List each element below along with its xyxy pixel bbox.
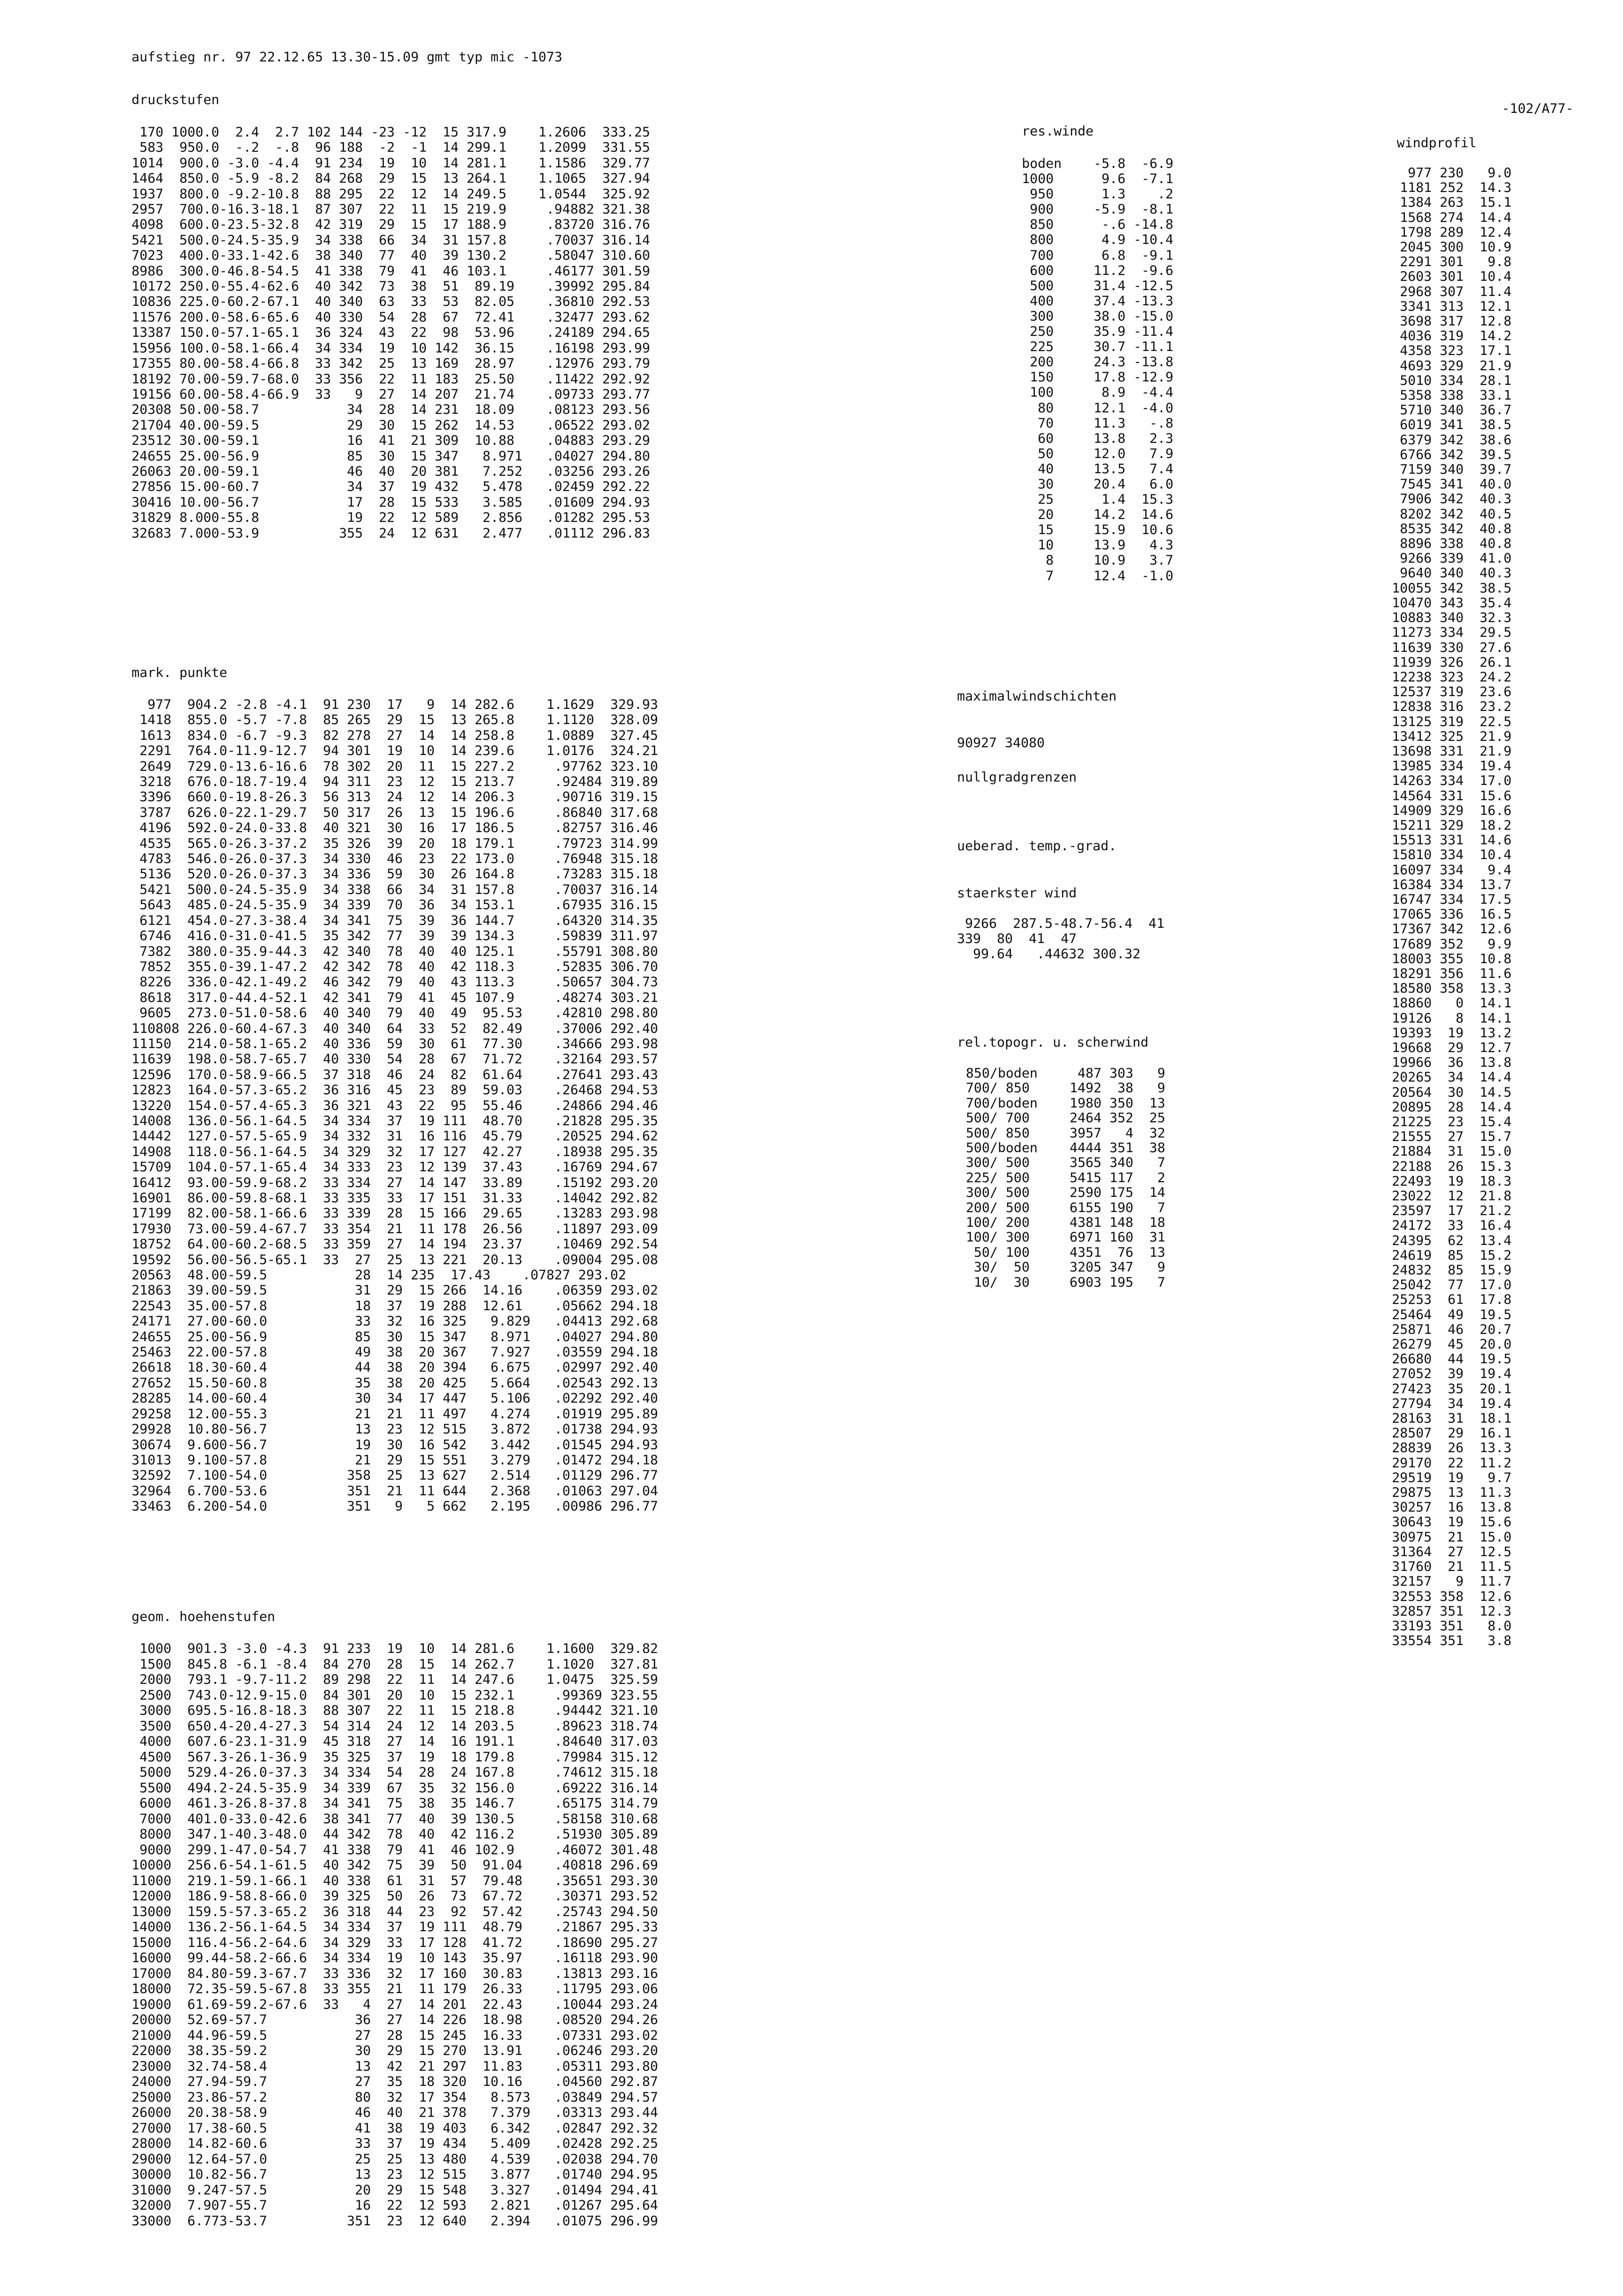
table-row: 200 24.3 -13.8 [1022,354,1173,370]
table-row: 31000 9.247-57.5 20 29 15 548 3.327 .01494 294.41 [132,2182,658,2198]
windprofil-table [1392,166,1512,1648]
table-row: 3000 695.5-16.8-18.3 88 307 22 11 15 218.8 .94442 321.10 [132,1703,658,1718]
table-row: 30000 10.82-56.7 13 23 12 515 3.877 .01740 294.95 [132,2167,658,2182]
table-row: 19393 19 13.2 [1392,1025,1512,1041]
table-row: 6000 461.3-26.8-37.8 34 341 75 38 35 146.7 .65175 314.79 [132,1796,658,1811]
table-row: 33000 6.773-53.7 351 23 12 640 2.394 .01075 296.99 [132,2213,658,2229]
table-row: 11639 198.0-58.7-65.7 40 330 54 28 67 71.72 .32164 293.57 [132,1052,658,1067]
table-row: 3698 317 12.8 [1392,314,1512,329]
table-row: 1384 263 15.1 [1392,195,1512,211]
table-row: 27052 39 19.4 [1392,1366,1512,1382]
table-row: 99.64 .44632 300.32 [957,946,1141,962]
table-row: 12537 319 23.6 [1392,684,1512,700]
table-row: 7 12.4 -1.0 [1022,568,1173,584]
table-row: 31364 27 12.5 [1392,1544,1512,1560]
table-row: 21225 23 15.4 [1392,1114,1512,1130]
table-row: 20895 28 14.4 [1392,1099,1512,1115]
table-row: 400 37.4 -13.3 [1022,293,1173,309]
table-row: 16000 99.44-58.2-66.6 34 334 19 10 143 35.97 .16118 293.90 [132,1950,658,1966]
table-row: 25464 49 19.5 [1392,1307,1512,1323]
table-row: 26618 18.30-60.4 44 38 20 394 6.675 .02997 292.40 [132,1360,658,1376]
table-row: 1000 901.3 -3.0 -4.3 91 233 19 10 14 281.6 1.1600 329.82 [132,1641,658,1656]
table-row: 12596 170.0-58.9-66.5 37 318 46 24 82 61.64 .27641 293.43 [132,1067,658,1082]
table-row: 850 -.6 -14.8 [1022,217,1173,233]
table-row: 5010 334 28.1 [1392,373,1512,388]
table-row: 25463 22.00-57.8 49 38 20 367 7.927 .03559 294.18 [132,1345,658,1360]
res-winde-title: res.winde [1022,124,1094,139]
table-row: 25 1.4 15.3 [1022,492,1173,508]
geom-hoehenstufen-title: geom. hoehenstufen [132,1609,275,1624]
table-row: 4098 600.0-23.5-32.8 42 319 29 15 17 188.9 .83720 316.76 [132,217,650,233]
table-row: 27652 15.50-60.8 35 38 20 425 5.664 .02543 292.13 [132,1375,658,1391]
table-row: 26000 20.38-58.9 46 40 21 378 7.379 .03313 293.44 [132,2105,658,2120]
table-row: 1014 900.0 -3.0 -4.4 91 234 19 10 14 281.1 1.1586 329.77 [132,155,650,171]
table-row: 25042 77 17.0 [1392,1277,1512,1293]
table-row: 10 13.9 4.3 [1022,538,1173,553]
table-row: 500/ 700 2464 352 25 [966,1110,1166,1126]
table-row: 13698 331 21.9 [1392,743,1512,759]
table-row: 29170 22 11.2 [1392,1455,1512,1471]
table-row: 27794 34 19.4 [1392,1396,1512,1411]
table-row: 12838 316 23.2 [1392,699,1512,715]
table-row: 3787 626.0-22.1-29.7 50 317 26 13 15 196.6 .86840 317.68 [132,805,658,820]
table-row: 30 20.4 6.0 [1022,476,1173,492]
table-row: 29258 12.00-55.3 21 21 11 497 4.274 .01919 295.89 [132,1406,658,1422]
table-row: 13412 325 21.9 [1392,729,1512,744]
table-row: 300 38.0 -15.0 [1022,308,1173,324]
table-row: 11000 219.1-59.1-66.1 40 338 61 31 57 79.48 .35651 293.30 [132,1873,658,1889]
table-row: 32592 7.100-54.0 358 25 13 627 2.514 .01129 296.77 [132,1468,658,1484]
table-row: 28507 29 16.1 [1392,1426,1512,1441]
table-row: 28839 26 13.3 [1392,1440,1512,1456]
table-row: 4000 607.6-23.1-31.9 45 318 27 14 16 191.1 .84640 317.03 [132,1734,658,1749]
table-row: 11273 334 29.5 [1392,625,1512,641]
table-row: 3341 313 12.1 [1392,298,1512,314]
table-row: 29875 13 11.3 [1392,1485,1512,1501]
table-row: 2500 743.0-12.9-15.0 84 301 20 10 15 232.1 .99369 323.55 [132,1687,658,1703]
table-row: 17930 73.00-59.4-67.7 33 354 21 11 178 26.56 .11897 293.09 [132,1221,658,1237]
table-row: 20000 52.69-57.7 36 27 14 226 18.98 .08520 294.26 [132,2012,658,2027]
table-row: 32683 7.000-53.9 355 24 12 631 2.477 .01112 296.83 [132,525,650,541]
table-row: 26279 45 20.0 [1392,1337,1512,1352]
windprofil-title: windprofil [1397,135,1477,151]
table-row: 14000 136.2-56.1-64.5 34 334 37 19 111 48.79 .21867 295.33 [132,1919,658,1935]
table-row: 12823 164.0-57.3-65.2 36 316 45 23 89 59.03 .26468 294.53 [132,1082,658,1098]
table-row: 24172 33 16.4 [1392,1218,1512,1234]
table-row: 29000 12.64-57.0 25 25 13 480 4.539 .02038 294.70 [132,2151,658,2167]
table-row: 4196 592.0-24.0-33.8 40 321 30 16 17 186.5 .82757 316.46 [132,820,658,836]
maximalwindschichten-title: maximalwindschichten [957,689,1117,704]
table-row: 500 31.4 -12.5 [1022,278,1173,294]
table-row: 6379 342 38.6 [1392,432,1512,448]
table-row: 30975 21 15.0 [1392,1529,1512,1545]
table-row: 200/ 500 6155 190 7 [966,1200,1166,1216]
table-row: 24395 62 13.4 [1392,1233,1512,1248]
druckstufen-table [132,125,650,541]
table-row: 1937 800.0 -9.2-10.8 88 295 22 12 14 249.5 1.0544 325.92 [132,186,650,202]
table-row: 4535 565.0-26.3-37.2 35 326 39 20 18 179.1 .79723 314.99 [132,836,658,851]
table-row: 800 4.9 -10.4 [1022,232,1173,248]
table-row: 19668 29 12.7 [1392,1040,1512,1055]
table-row: 24655 25.00-56.9 85 30 15 347 8.971 .04027 294.80 [132,448,650,464]
table-row: 24655 25.00-56.9 85 30 15 347 8.971 .04027 294.80 [132,1329,658,1345]
table-row: 1798 289 12.4 [1392,224,1512,240]
table-row: 100/ 200 4381 148 18 [966,1215,1166,1231]
table-row: 17065 336 16.5 [1392,907,1512,922]
table-row: 4500 567.3-26.1-36.9 35 325 37 19 18 179.8 .79984 315.12 [132,1749,658,1765]
table-row: 32857 351 12.3 [1392,1603,1512,1619]
table-row: 6121 454.0-27.3-38.4 34 341 75 39 36 144.7 .64320 314.35 [132,913,658,928]
table-row: 100 8.9 -4.4 [1022,385,1173,401]
table-row: 14008 136.0-56.1-64.5 34 334 37 19 111 48.70 .21828 295.35 [132,1113,658,1129]
table-row: 583 950.0 -.2 -.8 96 188 -2 -1 14 299.1 1.2099 331.55 [132,140,650,156]
table-row: 10/ 30 6903 195 7 [966,1274,1166,1290]
table-row: 19000 61.69-59.2-67.6 33 4 27 14 201 22.43 .10044 293.24 [132,1997,658,2012]
table-row: 22000 38.35-59.2 30 29 15 270 13.91 .06246 293.20 [132,2043,658,2058]
table-row: 8000 347.1-40.3-48.0 44 342 78 40 42 116.2 .51930 305.89 [132,1827,658,1842]
nullgradgrenzen-title: nullgradgrenzen [957,770,1077,785]
table-row: 7906 342 40.3 [1392,491,1512,507]
table-row: 11939 326 26.1 [1392,654,1512,670]
table-row: 9640 340 40.3 [1392,566,1512,581]
table-row: 225/ 500 5415 117 2 [966,1170,1166,1186]
table-row: 7852 355.0-39.1-47.2 42 342 78 40 42 118.3 .52835 306.70 [132,959,658,974]
table-row: 23022 12 21.8 [1392,1189,1512,1204]
table-row: 22493 19 18.3 [1392,1173,1512,1189]
table-row: 6766 342 39.5 [1392,447,1512,462]
table-row: 12238 323 24.2 [1392,669,1512,685]
table-row: 6746 416.0-31.0-41.5 35 342 77 39 39 134.3 .59839 311.97 [132,928,658,944]
ueberad-temp-grad-title: ueberad. temp.-grad. [957,838,1117,854]
table-row: 15 15.9 10.6 [1022,522,1173,538]
table-row: 22188 26 15.3 [1392,1159,1512,1174]
table-row: 2291 764.0-11.9-12.7 94 301 19 10 14 239.6 1.0176 324.21 [132,743,658,759]
table-row: 15709 104.0-57.1-65.4 34 333 23 12 139 37.43 .16769 294.67 [132,1160,658,1175]
mark-punkte-title: mark. punkte [132,665,228,680]
table-row: 19966 36 13.8 [1392,1055,1512,1071]
table-row: 32157 9 11.7 [1392,1574,1512,1590]
table-row: 14263 334 17.0 [1392,773,1512,789]
ascent-header: aufstieg nr. 97 22.12.65 13.30-15.09 gmt typ mic -1073 [132,50,562,65]
table-row: 16384 334 13.7 [1392,877,1512,892]
table-row: 11639 330 27.6 [1392,640,1512,655]
table-row: 22543 35.00-57.8 18 37 19 288 12.61 .05662 294.18 [132,1298,658,1314]
table-row: 5000 529.4-26.0-37.3 34 334 54 28 24 167.8 .74612 315.18 [132,1765,658,1780]
table-row: 4693 329 21.9 [1392,358,1512,374]
table-row: 7023 400.0-33.1-42.6 38 340 77 40 39 130.2 .58047 310.60 [132,248,650,264]
table-row: 18860 0 14.1 [1392,996,1512,1011]
table-row: 8535 342 40.8 [1392,521,1512,537]
table-row: 2603 301 10.4 [1392,269,1512,285]
table-row: 26680 44 19.5 [1392,1351,1512,1367]
table-row: 16901 86.00-59.8-68.1 33 335 33 17 151 31.33 .14042 292.82 [132,1190,658,1206]
table-row: 5643 485.0-24.5-35.9 34 339 70 36 34 153.1 .67935 316.15 [132,897,658,913]
table-row: 500/ 850 3957 4 32 [966,1125,1166,1141]
table-row: 170 1000.0 2.4 2.7 102 144 -23 -12 15 317.9 1.2606 333.25 [132,125,650,140]
table-row: 27000 17.38-60.5 41 38 19 403 6.342 .02847 292.32 [132,2120,658,2136]
table-row: 600 11.2 -9.6 [1022,263,1173,278]
table-row: 9266 287.5-48.7-56.4 41 [957,916,1165,931]
table-row: 18192 70.00-59.7-68.0 33 356 22 11 183 25.50 .11422 292.92 [132,371,650,387]
table-row: 15000 116.4-56.2-64.6 34 329 33 17 128 41.72 .18690 295.27 [132,1935,658,1950]
rel-topogr-table [966,1066,1165,1290]
table-row: 17689 352 9.9 [1392,936,1512,952]
table-row: 21863 39.00-59.5 31 29 15 266 14.16 .06359 293.02 [132,1283,658,1298]
table-row: 27856 15.00-60.7 34 37 19 432 5.478 .02459 292.22 [132,479,650,495]
table-row: 5358 338 33.1 [1392,388,1512,404]
table-row: 20308 50.00-58.7 34 28 14 231 18.09 .08123 293.56 [132,402,650,418]
table-row: 12000 186.9-58.8-66.0 39 325 50 26 73 67.72 .30371 293.52 [132,1889,658,1904]
table-row: 4358 323 17.1 [1392,343,1512,359]
table-row: 950 1.3 .2 [1022,187,1173,202]
table-row: 17367 342 12.6 [1392,921,1512,937]
table-row: 3396 660.0-19.8-26.3 56 313 24 12 14 206.3 .90716 319.15 [132,789,658,805]
table-row: 23512 30.00-59.1 16 41 21 309 10.88 .04883 293.29 [132,433,650,449]
table-row: 15810 334 10.4 [1392,847,1512,863]
table-row: 31013 9.100-57.8 21 29 15 551 3.279 .01472 294.18 [132,1452,658,1468]
table-row: 30643 19 15.6 [1392,1514,1512,1530]
table-row: 5500 494.2-24.5-35.9 34 339 67 35 32 156.0 .69222 316.14 [132,1780,658,1796]
table-row: 31829 8.000-55.8 19 22 12 589 2.856 .01282 295.53 [132,510,650,526]
table-row: 225 30.7 -11.1 [1022,339,1173,355]
table-row: 33554 351 3.8 [1392,1633,1512,1649]
res-winde-table [1022,156,1173,584]
table-row: 2957 700.0-16.3-18.1 87 307 22 11 15 219.9 .94882 321.38 [132,202,650,217]
table-row: 20 14.2 14.6 [1022,507,1173,523]
table-row: 110808 226.0-60.4-67.3 40 340 64 33 52 82.49 .37006 292.40 [132,1021,658,1036]
table-row: 150 17.8 -12.9 [1022,370,1173,385]
table-row: 2291 301 9.8 [1392,254,1512,270]
table-row: 30257 16 13.8 [1392,1500,1512,1515]
table-row: 977 230 9.0 [1392,165,1512,181]
table-row: 25253 61 17.8 [1392,1292,1512,1308]
table-row: 9605 273.0-51.0-58.6 40 340 79 40 49 95.53 .42810 298.80 [132,1005,658,1021]
table-row: 7000 401.0-33.0-42.6 38 341 77 40 39 130.5 .58158 310.68 [132,1811,658,1827]
table-row: 19156 60.00-58.4-66.9 33 9 27 14 207 21.74 .09733 293.77 [132,386,650,402]
table-row: 10836 225.0-60.2-67.1 40 340 63 33 53 82.05 .36810 292.53 [132,294,650,310]
table-row: 2000 793.1 -9.7-11.2 89 298 22 11 14 247.6 1.0475 325.59 [132,1672,658,1687]
table-row: 13000 159.5-57.3-65.2 36 318 44 23 92 57.42 .25743 294.50 [132,1904,658,1919]
table-row: 17199 82.00-58.1-66.6 33 339 28 15 166 29.65 .13283 293.98 [132,1206,658,1221]
table-row: 1500 845.8 -6.1 -8.4 84 270 28 15 14 262.7 1.1020 327.81 [132,1656,658,1672]
table-row: 15211 329 18.2 [1392,817,1512,833]
table-row: 2968 307 11.4 [1392,284,1512,299]
table-row: 18003 355 10.8 [1392,951,1512,967]
table-row: 1418 855.0 -5.7 -7.8 85 265 29 15 13 265.8 1.1120 328.09 [132,712,658,728]
table-row: 11576 200.0-58.6-65.6 40 330 54 28 67 72.41 .32477 293.62 [132,309,650,325]
table-row: 8986 300.0-46.8-54.5 41 338 79 41 46 103.1 .46177 301.59 [132,263,650,279]
table-row: 23000 32.74-58.4 13 42 21 297 11.83 .05311 293.80 [132,2058,658,2074]
table-row: 3500 650.4-20.4-27.3 54 314 24 12 14 203.5 .89623 318.74 [132,1718,658,1734]
table-row: 50/ 100 4351 76 13 [966,1244,1166,1260]
table-row: 700/ 850 1492 38 9 [966,1080,1166,1096]
table-row: 13985 334 19.4 [1392,758,1512,774]
page-reference: -102/A77- [1502,101,1574,116]
table-row: 60 13.8 2.3 [1022,431,1173,446]
table-row: 17355 80.00-58.4-66.8 33 342 25 13 169 28.97 .12976 293.79 [132,356,650,372]
table-row: 27423 35 20.1 [1392,1381,1512,1397]
table-row: 3218 676.0-18.7-19.4 94 311 23 12 15 213.7 .92484 319.89 [132,774,658,790]
table-row: 18291 356 11.6 [1392,966,1512,981]
table-row: 4036 319 14.2 [1392,328,1512,344]
table-row: 1568 274 14.4 [1392,210,1512,225]
table-row: 5421 500.0-24.5-35.9 34 338 66 34 31 157.8 .70037 316.14 [132,232,650,248]
table-row: 10470 343 35.4 [1392,595,1512,611]
table-row: 7382 380.0-35.9-44.3 42 340 78 40 40 125.1 .55791 308.80 [132,944,658,959]
table-row: 20265 34 14.4 [1392,1070,1512,1085]
table-row: 23597 17 21.2 [1392,1203,1512,1219]
table-row: 24171 27.00-60.0 33 32 16 325 9.829 .04413 292.68 [132,1314,658,1329]
table-row: 18752 64.00-60.2-68.5 33 359 27 14 194 23.37 .10469 292.54 [132,1237,658,1252]
table-row: 80 12.1 -4.0 [1022,400,1173,416]
table-row: 28285 14.00-60.4 30 34 17 447 5.106 .02292 292.40 [132,1391,658,1406]
table-row: 1613 834.0 -6.7 -9.3 82 278 27 14 14 258.8 1.0889 327.45 [132,728,658,743]
table-row: 24619 85 15.2 [1392,1247,1512,1263]
table-row: 5710 340 36.7 [1392,403,1512,418]
table-row: 8896 338 40.8 [1392,536,1512,552]
mark-punkte-table [132,697,658,1514]
table-row: 2045 300 10.9 [1392,240,1512,255]
table-row: 8618 317.0-44.4-52.1 42 341 79 41 45 107.9 .48274 303.21 [132,990,658,1005]
table-row: 8202 342 40.5 [1392,506,1512,522]
table-row: 28000 14.82-60.6 33 37 19 434 5.409 .02428 292.25 [132,2136,658,2151]
maximalwindschichten-value: 90927 34080 [957,735,1045,751]
table-row: 30416 10.00-56.7 17 28 15 533 3.585 .01609 294.93 [132,494,650,510]
staerkster-wind-title: staerkster wind [957,886,1077,901]
table-row: 9000 299.1-47.0-54.7 41 338 79 41 46 102.9 .46072 301.48 [132,1842,658,1858]
table-row: 13220 154.0-57.4-65.3 36 321 43 22 95 55.46 .24866 294.46 [132,1098,658,1113]
table-row: 21884 31 15.0 [1392,1144,1512,1160]
table-row: 10883 340 32.3 [1392,610,1512,626]
geom-hoehenstufen-table [132,1641,658,2229]
table-row: 31760 21 11.5 [1392,1559,1512,1575]
table-row: 15513 331 14.6 [1392,833,1512,848]
rel-topogr-title: rel.topogr. u. scherwind [957,1035,1149,1050]
table-row: 1181 252 14.3 [1392,180,1512,196]
table-row: 21704 40.00-59.5 29 30 15 262 14.53 .06522 293.02 [132,417,650,433]
table-row: 26063 20.00-59.1 46 40 20 381 7.252 .03256 293.26 [132,463,650,479]
table-row: 11150 214.0-58.1-65.2 40 336 59 30 61 77.30 .34666 293.98 [132,1036,658,1052]
table-row: 13387 150.0-57.1-65.1 36 324 43 22 98 53.96 .24189 294.65 [132,325,650,341]
table-row: 339 80 41 47 [957,931,1077,946]
table-row: 8 10.9 3.7 [1022,553,1173,568]
table-row: 70 11.3 -.8 [1022,415,1173,431]
table-row: 29928 10.80-56.7 13 23 12 515 3.872 .01738 294.93 [132,1422,658,1437]
table-row: 5421 500.0-24.5-35.9 34 338 66 34 31 157.8 .70037 316.14 [132,882,658,897]
table-row: 7545 341 40.0 [1392,477,1512,492]
table-row: 19126 8 14.1 [1392,1010,1512,1026]
table-row: 7159 340 39.7 [1392,462,1512,478]
table-row: 18000 72.35-59.5-67.8 33 355 21 11 179 26.33 .11795 293.06 [132,1981,658,1997]
table-row: 20563 48.00-59.5 28 14 235 17.43 .07827 293.02 [132,1268,626,1283]
table-row: 20564 30 14.5 [1392,1084,1512,1100]
table-row: 32000 7.907-55.7 16 22 12 593 2.821 .01267 295.64 [132,2198,658,2213]
table-row: 5136 520.0-26.0-37.3 34 336 59 30 26 164.8 .73283 315.18 [132,866,658,882]
table-row: 33193 351 8.0 [1392,1618,1512,1634]
table-row: 25871 46 20.7 [1392,1322,1512,1337]
table-row: 1000 9.6 -7.1 [1022,171,1173,187]
table-row: 15956 100.0-58.1-66.4 34 334 19 10 142 36.15 .16198 293.99 [132,340,650,356]
table-row: 50 12.0 7.9 [1022,446,1173,461]
table-row: 2649 729.0-13.6-16.6 78 302 20 11 15 227.2 .97762 323.10 [132,758,658,774]
table-row: 16747 334 17.5 [1392,891,1512,907]
table-row: 32553 358 12.6 [1392,1589,1512,1604]
table-row: 29519 19 9.7 [1392,1470,1512,1486]
staerkster-wind-values [957,916,1165,962]
table-row: 10172 250.0-55.4-62.6 40 342 73 38 51 89.19 .39992 295.84 [132,279,650,295]
table-row: 10000 256.6-54.1-61.5 40 342 75 39 50 91.04 .40818 296.69 [132,1858,658,1873]
table-row: 500/boden 4444 351 38 [966,1140,1166,1156]
table-row: 24000 27.94-59.7 27 35 18 320 10.16 .04560 292.87 [132,2074,658,2089]
table-row: 21555 27 15.7 [1392,1129,1512,1145]
table-row: 28163 31 18.1 [1392,1411,1512,1427]
table-row: 18580 358 13.3 [1392,981,1512,997]
table-row: 21000 44.96-59.5 27 28 15 245 16.33 .07331 293.02 [132,2027,658,2043]
table-row: 16412 93.00-59.9-68.2 33 334 27 14 147 33.89 .15192 293.20 [132,1175,658,1190]
druckstufen-title: druckstufen [132,92,219,108]
table-row: 4783 546.0-26.0-37.3 34 330 46 23 22 173.0 .76948 315.18 [132,851,658,867]
table-row: 30/ 50 3205 347 9 [966,1260,1166,1275]
table-row: 13125 319 22.5 [1392,714,1512,729]
table-row: 10055 342 38.5 [1392,580,1512,596]
table-row: 14909 329 16.6 [1392,803,1512,818]
table-row: 19592 56.00-56.5-65.1 33 27 25 13 221 20.13 .09004 295.08 [132,1252,658,1268]
table-row: 250 35.9 -11.4 [1022,324,1173,340]
table-row: 700/boden 1980 350 13 [966,1095,1166,1111]
table-row: 32964 6.700-53.6 351 21 11 644 2.368 .01063 297.04 [132,1483,658,1499]
table-row: 300/ 500 3565 340 7 [966,1155,1166,1171]
table-row: 8226 336.0-42.1-49.2 46 342 79 40 43 113.3 .50657 304.73 [132,974,658,990]
table-row: 850/boden 487 303 9 [966,1066,1166,1081]
table-row: 25000 23.86-57.2 80 32 17 354 8.573 .03849 294.57 [132,2089,658,2105]
table-row: 33463 6.200-54.0 351 9 5 662 2.195 .00986 296.77 [132,1499,658,1514]
table-row: 1464 850.0 -5.9 -8.2 84 268 29 15 13 264.1 1.1065 327.94 [132,171,650,187]
table-row: 6019 341 38.5 [1392,417,1512,433]
table-row: boden -5.8 -6.9 [1022,156,1173,171]
table-row: 16097 334 9.4 [1392,862,1512,878]
table-row: 300/ 500 2590 175 14 [966,1185,1166,1201]
table-row: 100/ 300 6971 160 31 [966,1230,1166,1245]
table-row: 9266 339 41.0 [1392,551,1512,567]
table-row: 900 -5.9 -8.1 [1022,202,1173,217]
table-row: 700 6.8 -9.1 [1022,247,1173,263]
table-row: 17000 84.80-59.3-67.7 33 336 32 17 160 30.83 .13813 293.16 [132,1966,658,1981]
table-row: 40 13.5 7.4 [1022,461,1173,477]
table-row: 14908 118.0-56.1-64.5 34 329 32 17 127 42.27 .18938 295.35 [132,1144,658,1160]
table-row: 30674 9.600-56.7 19 30 16 542 3.442 .01545 294.93 [132,1437,658,1453]
table-row: 14564 331 15.6 [1392,788,1512,804]
table-row: 14442 127.0-57.5-65.9 34 332 31 16 116 45.79 .20525 294.62 [132,1129,658,1144]
table-row: 977 904.2 -2.8 -4.1 91 230 17 9 14 282.6 1.1629 329.93 [132,697,658,712]
table-row: 24832 85 15.9 [1392,1263,1512,1278]
